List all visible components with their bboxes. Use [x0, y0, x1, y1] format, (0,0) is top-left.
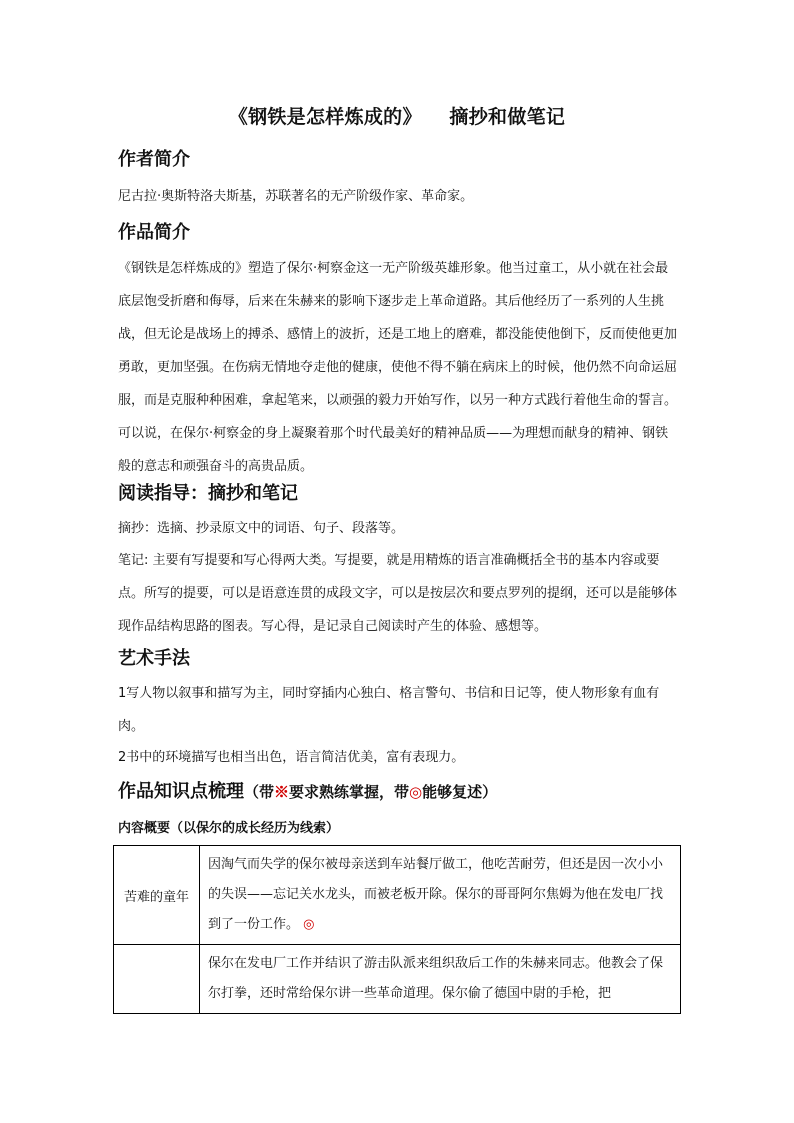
- table-row-text-body: 因淘气而失学的保尔被母亲送到车站餐厅做工，他吃苦耐劳，但还是因一次小小的失误——忘记关水龙头，而被老板开除。保尔的哥哥阿尔焦姆为他在发电厂找到了一份工作。: [208, 857, 664, 932]
- content-subheading: 内容概要（以保尔的成长经历为线索）: [118, 821, 340, 836]
- work-heading: 作品简介: [118, 222, 190, 243]
- table-row: [114, 846, 681, 945]
- author-text: 尼古拉·奥斯特洛夫斯基，苏联著名的无产阶级作家、革命家。: [118, 189, 474, 204]
- knowledge-heading: [118, 779, 497, 805]
- table-row-text-body: 保尔在发电厂工作并结识了游击队派来组织敌后工作的朱赫来同志。他教会了保尔打拳，还时常给保尔讲一些革命道理。保尔偷了德国中尉的手枪，把: [208, 956, 664, 1001]
- art-heading: 艺术手法: [118, 648, 190, 669]
- document-title: 《钢铁是怎样炼成的》 摘抄和做笔记: [228, 106, 566, 128]
- circle-mark-icon: ◎: [303, 917, 315, 932]
- art-item-1: 1写人物以叙事和描写为主，同时穿插内心独白、格言警句、书信和日记等，使人物形象有血有肉。: [118, 686, 660, 734]
- guide-excerpt: 摘抄：选摘、抄录原文中的词语、句子、段落等。: [118, 521, 405, 536]
- work-text: 《钢铁是怎样炼成的》塑造了保尔·柯察金这一无产阶级英雄形象。他当过童工，从小就在社会最底层饱受折磨和侮辱，后来在朱赫来的影响下逐步走上革命道路。其后他经历了一系列的人生挑战，但无论是战场上的搏杀、感情上的波折，还是工地上的磨难，都没能使他倒下，反而使他更加勇敢，更加坚强。在伤病无情地夺走他的健康，使他不得不躺在病床上的时候，他仍然不向命运屈服，而是克服种种困难，拿起笔来，以顽强的毅力开始写作，以另一种方式践行着他生命的誓言。可以说，在保尔·柯察金的身上凝聚着那个时代最美好的精神品质——为理想而献身的精神、钢铁般的意志和顽强奋斗的高贵品质。: [118, 261, 678, 474]
- table-row: [114, 945, 681, 1014]
- guide-heading: 阅读指导：摘抄和笔记: [118, 483, 298, 504]
- author-heading: 作者简介: [118, 149, 190, 170]
- table-row-text: [200, 945, 681, 1014]
- table-row-text: [200, 846, 681, 945]
- art-item-2: 2书中的环境描写也相当出色，语言简洁优美，富有表现力。: [118, 750, 465, 765]
- knowledge-paren-open: （带: [244, 783, 275, 801]
- knowledge-heading-main: 作品知识点梳理: [118, 781, 244, 802]
- content-table: [113, 845, 681, 1014]
- guide-notes: 笔记: 主要有写提要和写心得两大类。写提要，就是用精炼的语言准确概括全书的基本内容或要点。所写的提要，可以是语意连贯的成段文字，可以是按层次和要点罗列的提纲，还可以是能够体现作品结构思路的图表。写心得，是记录自己阅读时产生的体验、感想等。: [118, 553, 678, 634]
- star-mark-icon: ※: [274, 783, 290, 801]
- circle-mark-icon: ◎: [409, 783, 423, 801]
- knowledge-mid: 要求熟练掌握，带: [289, 783, 410, 801]
- table-row-label: [114, 945, 200, 1014]
- knowledge-paren-close: 能够复述）: [422, 783, 498, 801]
- table-row-label: 苦难的童年: [114, 846, 200, 945]
